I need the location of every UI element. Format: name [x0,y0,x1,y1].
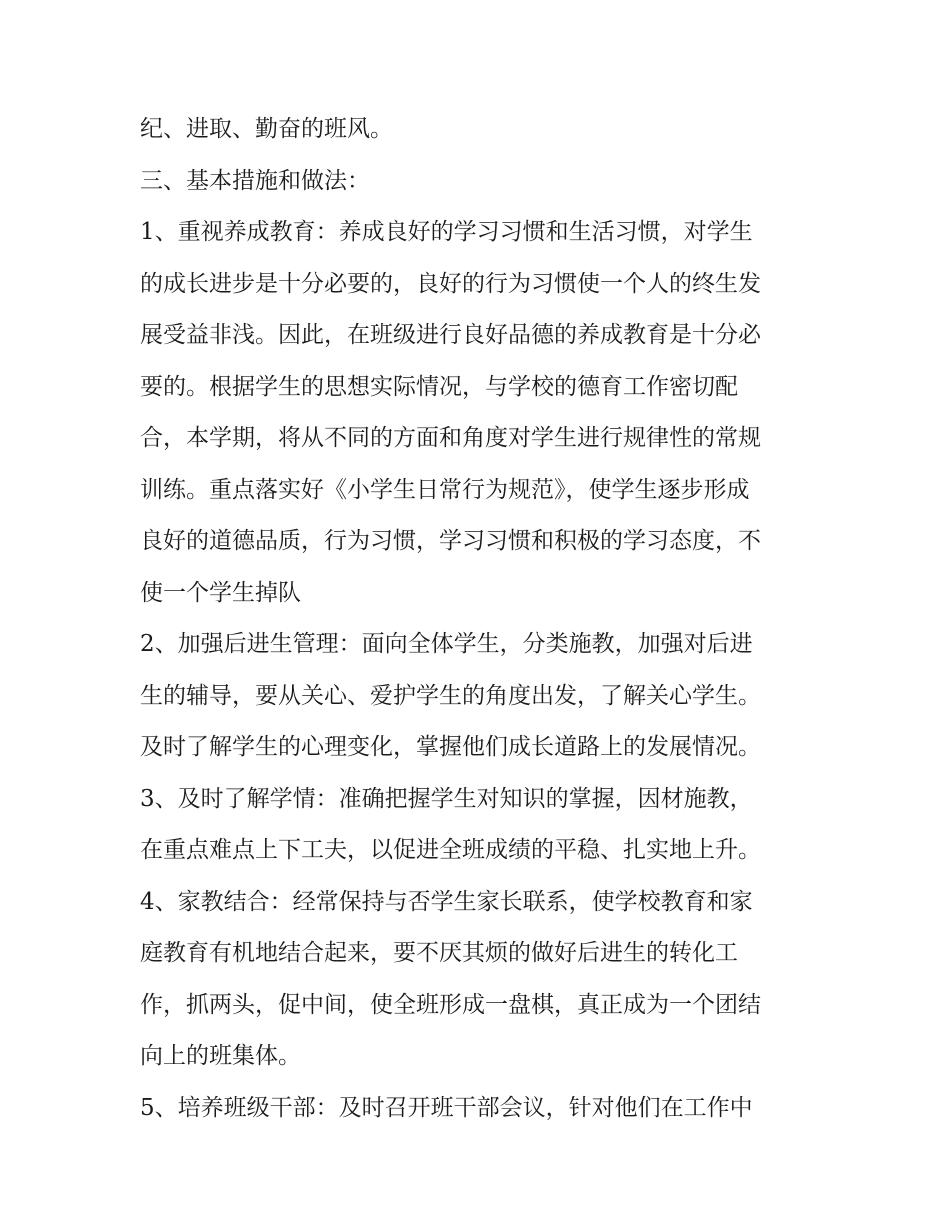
text-line: 2、加强后进生管理：面向全体学生，分类施教，加强对后进 [140,631,753,657]
text-line: 及时了解学生的心理变化，掌握他们成长道路上的发展情况。 [140,734,761,760]
text-line: 训练。重点落实好《小学生日常行为规范》，使学生逐步形成 [140,477,750,503]
text-line: 在重点难点上下工夫，以促进全班成绩的平稳、扎实地上升。 [140,837,761,863]
text-line: 生的辅导，要从关心、爱护学生的角度出发，了解关心学生。 [140,683,761,709]
text-line: 使一个学生掉队 [140,580,301,606]
text-line: 1、重视养成教育：养成良好的学习习惯和生活习惯，对学生 [140,219,753,245]
text-line: 的成长进步是十分必要的，良好的行为习惯使一个人的终生发 [140,271,761,297]
section-heading: 三、基本措施和做法： [140,168,370,194]
text-line: 纪、进取、勤奋的班风。 [140,116,393,142]
text-line: 4、家教结合：经常保持与否学生家长联系，使学校教育和家 [140,889,753,915]
text-line: 庭教育有机地结合起来，要不厌其烦的做好后进生的转化工 [140,940,738,966]
text-line: 合，本学期，将从不同的方面和角度对学生进行规律性的常规 [140,425,761,451]
text-line: 5、培养班级干部：及时召开班干部会议，针对他们在工作中 [140,1095,753,1121]
text-line: 向上的班集体。 [140,1043,301,1069]
text-line: 展受益非浅。因此，在班级进行良好品德的养成教育是十分必 [140,322,761,348]
text-line: 作，抓两头，促中间，使全班形成一盘棋，真正成为一个团结 [140,992,761,1018]
text-line: 良好的道德品质，行为习惯，学习习惯和积极的学习态度，不 [140,528,761,554]
text-line: 要的。根据学生的思想实际情况，与学校的德育工作密切配 [140,374,738,400]
text-line: 3、及时了解学情：准确把握学生对知识的掌握，因材施教， [140,786,753,812]
